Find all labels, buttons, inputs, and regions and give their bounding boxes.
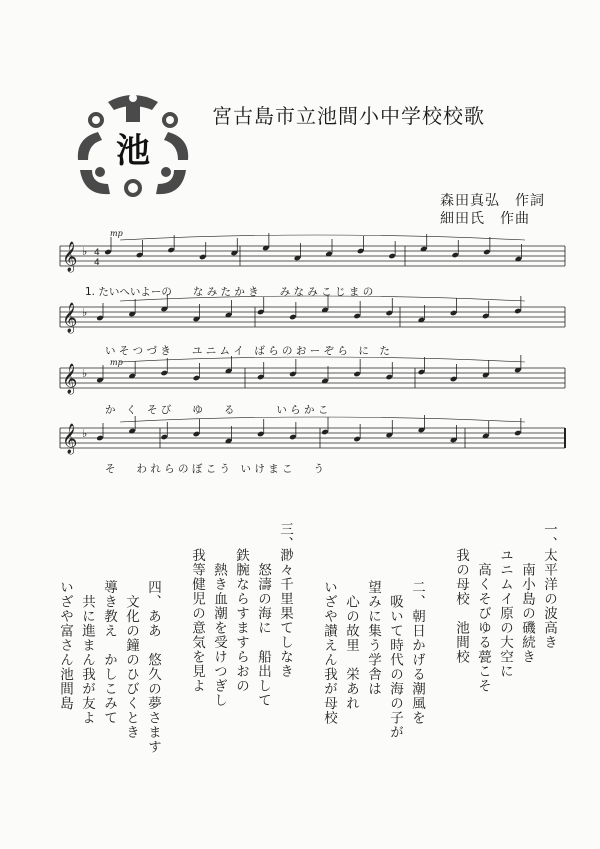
- emblem-character: 池: [116, 131, 150, 171]
- verse-line: 太平洋の波高き: [541, 548, 557, 650]
- verse-line: 文化の鐘のひびくとき: [123, 580, 139, 740]
- svg-text:♭: ♭: [82, 245, 88, 258]
- svg-text:𝄞: 𝄞: [62, 424, 78, 454]
- verse-line: 熱き血潮を受けつぎし: [211, 548, 227, 708]
- svg-text:♭: ♭: [82, 427, 88, 440]
- verse-line: いざや讃えん我が母校: [321, 580, 337, 725]
- svg-text:𝄞: 𝄞: [62, 364, 78, 394]
- composer-credit: 細田氏 作曲: [440, 211, 530, 227]
- lyric-line-3: か く そ び ゆ る い ら か こ: [105, 404, 329, 416]
- verse-line: 南小島の磯続き: [519, 548, 535, 664]
- lyric-line-2: い そ つ づ き ユ ニ ム イ ば ら の お ー ぞ ら に た: [105, 345, 390, 357]
- verse-line: 高くそびゆる甍こそ: [475, 548, 491, 693]
- verse-line: 我等健児の意気を見よ: [189, 548, 205, 693]
- svg-text:𝄞: 𝄞: [62, 303, 78, 333]
- verse-line: 鉄腕ならすますらおの: [233, 548, 249, 693]
- verse-line: 怒濤の海に 船出して: [255, 548, 271, 708]
- verse-number: 一、: [541, 522, 557, 551]
- verse-line: 四、ああ 悠久の夢さます: [145, 580, 161, 754]
- verse-line: 二、朝日かげる潮風を: [409, 580, 425, 725]
- svg-text:𝄞: 𝄞: [62, 242, 78, 272]
- dynamic-mark: mp: [110, 229, 123, 238]
- verse-number: 三、: [277, 522, 293, 551]
- lyricist-credit: 森田真弘 作詞: [440, 193, 545, 209]
- svg-text:4: 4: [94, 248, 100, 258]
- lyric-line-1: 1. たいへいよーの な み た か き み な み こ じ ま の: [85, 286, 374, 298]
- page-title: 宮古島市立池間小中学校校歌: [212, 104, 485, 128]
- verse-line: いざや富さん池間島: [57, 580, 73, 711]
- verse-line: 我の母校 池間校: [453, 548, 469, 664]
- verse-line: 導き教え かしこみて: [101, 580, 117, 725]
- verse-line: 吸いて時代の海の子が: [387, 580, 403, 740]
- verse-line: 渺々千里果てしなき: [277, 548, 293, 679]
- verse-line: ユニムイ原の大空に: [497, 548, 513, 679]
- verse-line: 共に進まん我が友よ: [79, 580, 95, 725]
- dynamic-mark: mp: [110, 358, 123, 367]
- verse-line: 望みに集う学舎は: [365, 580, 381, 696]
- svg-text:♭: ♭: [82, 367, 88, 380]
- lyric-line-4: そ わ れ ら の ぼ こ う い け ま こ う: [105, 463, 325, 475]
- svg-text:♭: ♭: [82, 306, 88, 319]
- verse-line: 心の故里 栄あれ: [343, 580, 359, 711]
- svg-text:4: 4: [94, 258, 100, 268]
